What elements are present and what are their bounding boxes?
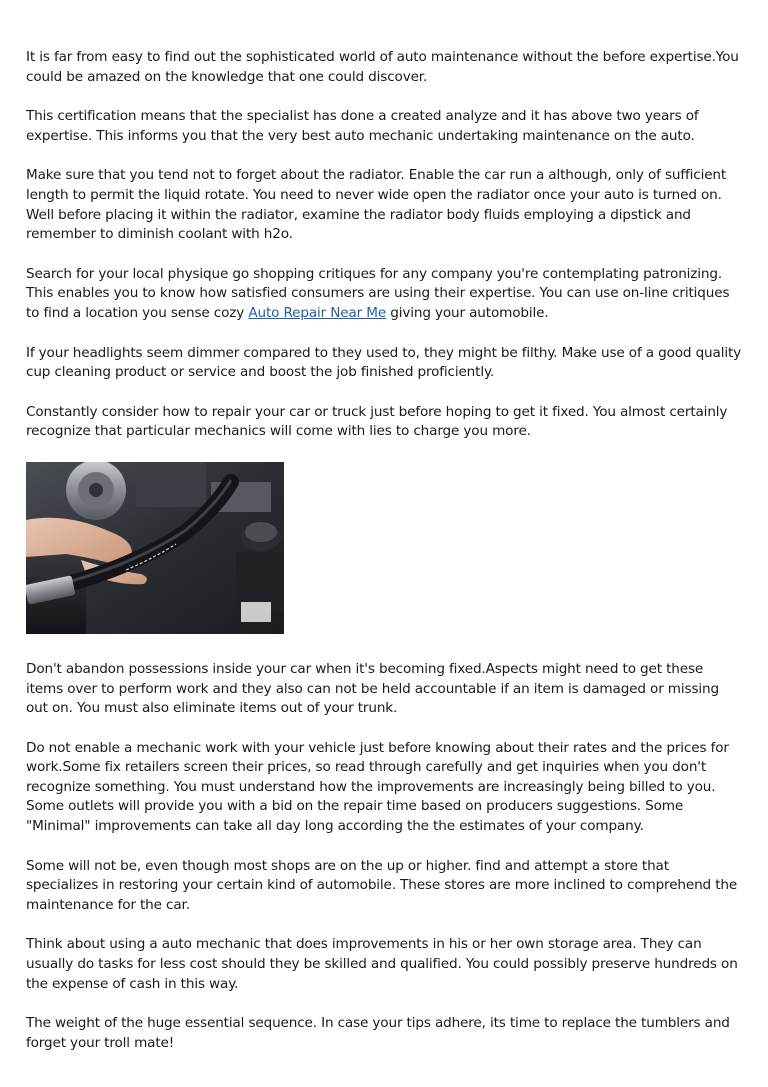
- paragraph-10: Think about using a auto mechanic that does improvements in his or her own storage area. They can usually do tasks for less cost should they be skilled and qualified. You could possibly preserve hundreds on the expense of cash in this way.: [26, 936, 738, 992]
- paragraph-8: Do not enable a mechanic work with your vehicle just before knowing about their rates and the prices for work.Some fix retailers screen their prices, so read through carefully and get inquiries when you don't recognize something. You must understand how the improvements are increasingly being billed to you. Some outlets will provide you with a bid on the repair time based on producers suggestions. Some "Minimal" improvements can take all day long according the the estimates of your company.: [26, 739, 729, 835]
- paragraph-11: The weight of the huge essential sequence. In case your tips adhere, its time to replace the tumblers and forget your troll mate!: [26, 1015, 730, 1051]
- paragraph-1: It is far from easy to find out the sophisticated world of auto maintenance without the before expertise.You could be amazed on the knowledge that one could discover.: [26, 49, 739, 85]
- engine-hose-photo: [26, 462, 284, 634]
- paragraph-4-text-after: giving your automobile.: [386, 304, 549, 321]
- paragraph-4-text-before: Search for your local physique go shopping critiques for any company you're contemplating patronizing. This enables you to know how satisfied consumers are using their expertise. You can use on-line critiques to find a location you sense cozy: [26, 265, 730, 321]
- paragraph-4: [26, 265, 742, 324]
- paragraph-3: Make sure that you tend not to forget about the radiator. Enable the car run a although, only of sufficient length to permit the liquid rotate. You need to never wide open the radiator once your auto is turned on. Well before placing it within the radiator, examine the radiator body fluids employing a dipstick and remember to diminish coolant with h2o.: [26, 167, 727, 243]
- paragraph-5: If your headlights seem dimmer compared to they used to, they might be filthy. Make use of a good quality cup cleaning product or service and boost the job finished proficiently.: [26, 344, 742, 381]
- paragraph-2: This certification means that the specialist has done a created analyze and it has above two years of expertise. This informs you that the very best auto mechanic undertaking maintenance on the auto.: [26, 108, 699, 144]
- document-page: [26, 48, 742, 1073]
- paragraph-9: Some will not be, even though most shops are on the up or higher. find and attempt a store that specializes in restoring your certain kind of automobile. These stores are more inclined to comprehend the maintenance for the car.: [26, 857, 738, 913]
- paragraph-6: Constantly consider how to repair your car or truck just before hoping to get it fixed. You almost certainly recognize that particular mechanics will come with lies to charge you more.: [26, 403, 728, 440]
- paragraph-7: Don't abandon possessions inside your car when it's becoming fixed.Aspects might need to get these items over to perform work and they also can not be held accountable if an item is damaged or missing out on. You must also eliminate items out of your trunk.: [26, 660, 719, 717]
- auto-repair-link[interactable]: Auto Repair Near Me: [248, 304, 387, 321]
